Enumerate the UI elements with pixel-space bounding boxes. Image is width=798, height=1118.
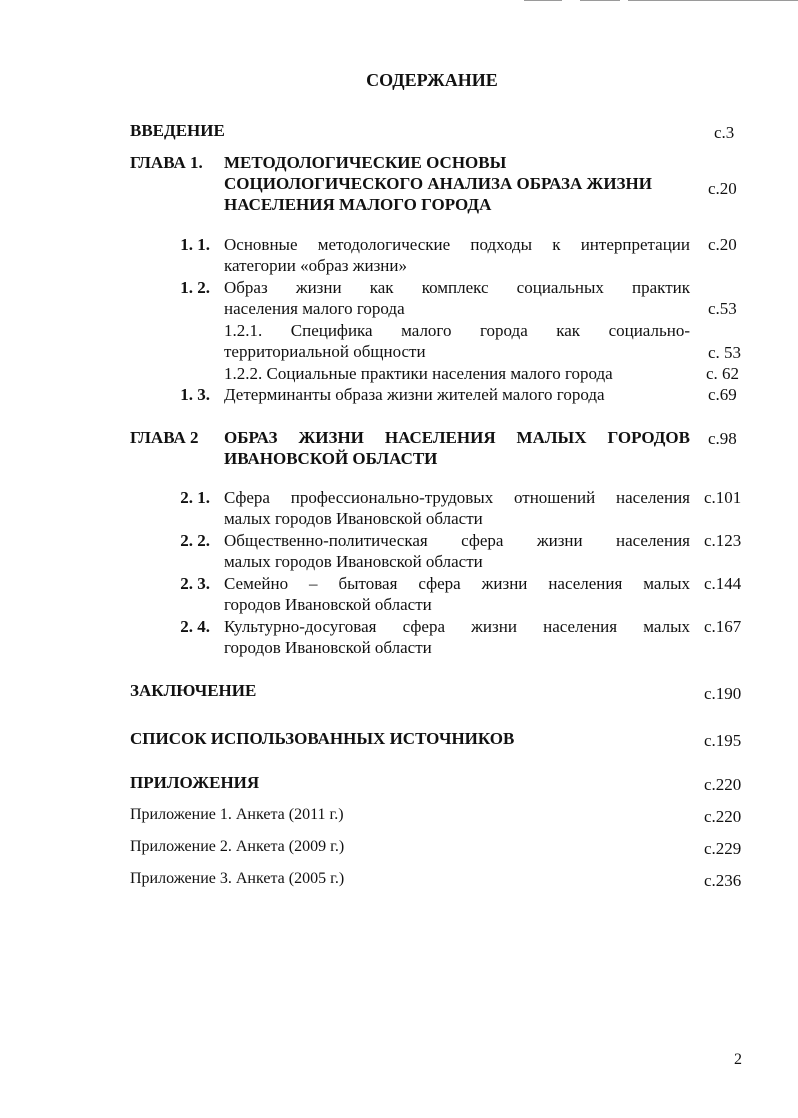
section-page: с.167 — [704, 617, 742, 636]
chapter1-title-line: НАСЕЛЕНИЯ МАЛОГО ГОРОДА — [224, 195, 492, 214]
appendices-label: ПРИЛОЖЕНИЯ — [130, 773, 260, 792]
sources-page: с.195 — [704, 731, 742, 750]
section-title-line: Семейно – бытовая сфера жизни населения малых — [224, 574, 690, 593]
chapter1-label: ГЛАВА 1. — [130, 153, 203, 172]
chapter2-title-line: ОБРАЗ ЖИЗНИ НАСЕЛЕНИЯ МАЛЫХ ГОРОДОВ — [224, 428, 690, 447]
chapter2-label: ГЛАВА 2 — [130, 428, 199, 447]
chapter1-title-line: МЕТОДОЛОГИЧЕСКИЕ ОСНОВЫ — [224, 153, 507, 172]
chapter2-title — [224, 427, 690, 469]
scan-artifact-line — [524, 0, 562, 1]
subsection-title-line: 1.2.1. Специфика малого города как социально- — [224, 321, 690, 340]
subsection-page: с. 53 — [708, 343, 742, 362]
section-number: 1. 1. — [180, 235, 210, 254]
chapter1-title-line: СОЦИОЛОГИЧЕСКОГО АНАЛИЗА ОБРАЗА ЖИЗНИ — [224, 174, 652, 193]
section-title-line: малых городов Ивановской области — [224, 552, 483, 571]
section-title-line: городов Ивановской области — [224, 595, 432, 614]
section-page: с.123 — [704, 531, 742, 550]
subsection-title-line: 1.2.2. Социальные практики населения малого города — [224, 364, 613, 383]
section-page: с.53 — [708, 299, 737, 318]
subsection-title-line: территориальной общности — [224, 342, 426, 361]
section-title-line: Детерминанты образа жизни жителей малого города — [224, 385, 605, 404]
section-title-line: населения малого города — [224, 299, 405, 318]
page-number: 2 — [734, 1051, 742, 1068]
appendix-item-label: Приложение 2. Анкета (2009 г.) — [130, 838, 345, 855]
conclusion-page: с.190 — [704, 684, 742, 703]
section-title-line: Общественно-политическая сфера жизни населения — [224, 531, 690, 550]
chapter2-title-line: ИВАНОВСКОЙ ОБЛАСТИ — [224, 449, 438, 468]
intro-page: с.3 — [714, 123, 735, 142]
section-page: с.69 — [708, 385, 737, 404]
section-title-line: категории «образ жизни» — [224, 256, 407, 275]
section-title-line: Образ жизни как комплекс социальных практик — [224, 278, 690, 297]
section-title-line: Основные методологические подходы к интерпретации — [224, 235, 690, 254]
section-title-line: городов Ивановской области — [224, 638, 432, 657]
subsection-page: с. 62 — [706, 364, 740, 383]
toc-title: СОДЕРЖАНИЕ — [366, 70, 498, 90]
sources-label: СПИСОК ИСПОЛЬЗОВАННЫХ ИСТОЧНИКОВ — [130, 729, 515, 748]
appendix-item-page: с.229 — [704, 839, 742, 858]
appendices-page: с.220 — [704, 775, 742, 794]
chapter2-page: с.98 — [708, 429, 737, 448]
chapter1-page: с.20 — [708, 179, 737, 198]
section-page: с.144 — [704, 574, 742, 593]
scan-artifact-line — [628, 0, 798, 1]
section-number: 2. 4. — [180, 617, 210, 636]
section-title-line: Культурно-досуговая сфера жизни населения малых — [224, 617, 690, 636]
conclusion-label: ЗАКЛЮЧЕНИЕ — [130, 681, 257, 700]
appendix-item-label: Приложение 1. Анкета (2011 г.) — [130, 806, 344, 823]
section-number: 1. 2. — [180, 278, 210, 297]
section-page: с.101 — [704, 488, 742, 507]
section-number: 2. 1. — [180, 488, 210, 507]
appendix-item-label: Приложение 3. Анкета (2005 г.) — [130, 870, 345, 887]
section-number: 1. 3. — [180, 385, 210, 404]
appendix-item-page: с.220 — [704, 807, 742, 826]
section-title-line: Сфера профессионально-трудовых отношений населения — [224, 488, 690, 507]
section-number: 2. 2. — [180, 531, 210, 550]
scan-artifact-line — [580, 0, 620, 1]
section-title-line: малых городов Ивановской области — [224, 509, 483, 528]
chapter1-title — [224, 152, 690, 215]
intro-label: ВВЕДЕНИЕ — [130, 121, 225, 140]
section-page: с.20 — [708, 235, 737, 254]
section-number: 2. 3. — [180, 574, 210, 593]
appendix-item-page: с.236 — [704, 871, 742, 890]
